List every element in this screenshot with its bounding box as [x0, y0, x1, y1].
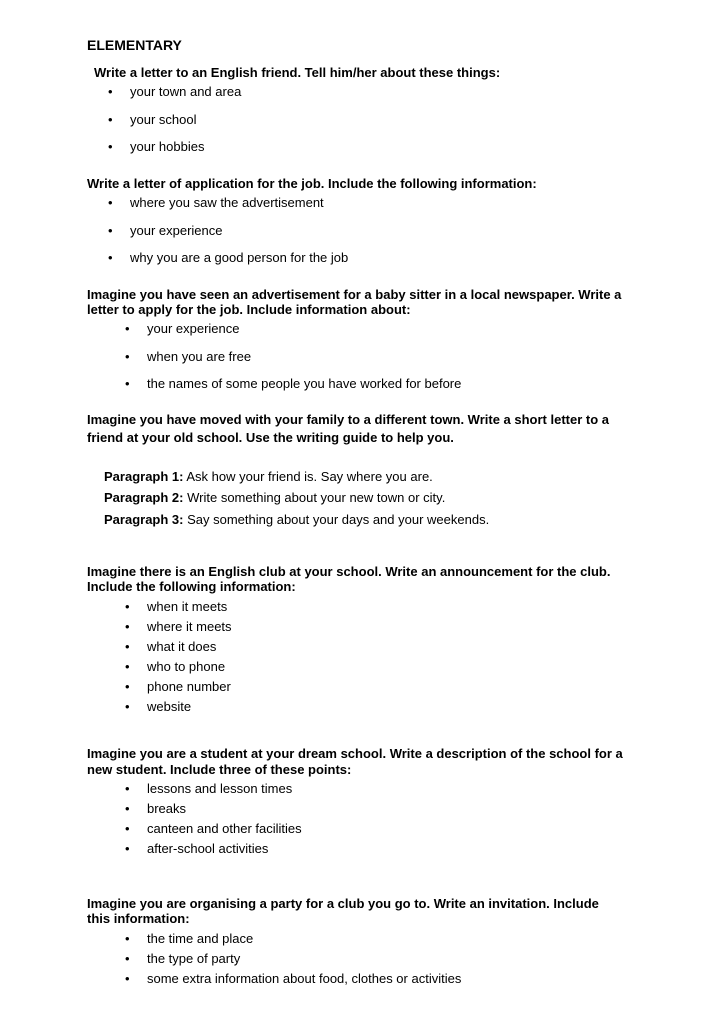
paragraph-text: Ask how your friend is. Say where you are. [186, 469, 433, 484]
list-item: • your school [130, 112, 196, 127]
paragraph-label: Paragraph 1: [104, 469, 184, 484]
paragraph-guide [104, 490, 445, 505]
task6-prompt-line2: new student. Include three of these points: [87, 762, 352, 777]
list-item: • where you saw the advertisement [130, 195, 324, 210]
list-item: • website [147, 699, 191, 714]
task1-prompt: Write a letter to an English friend. Tell him/her about these things: [94, 65, 501, 80]
list-item: • your experience [147, 321, 240, 336]
list-item: • canteen and other facilities [147, 821, 302, 836]
paragraph-text: Say something about your days and your weekends. [187, 512, 490, 527]
task4-prompt-line2: friend at your old school. Use the writing guide to help you. [87, 430, 454, 445]
list-item: • lessons and lesson times [147, 781, 292, 796]
list-item: • the names of some people you have worked for before [147, 376, 461, 391]
list-item: • what it does [147, 639, 216, 654]
paragraph-text: Write something about your new town or city. [187, 490, 446, 505]
paragraph-label: Paragraph 2: [104, 490, 184, 505]
paragraph-guide [104, 512, 489, 527]
list-item: • some extra information about food, clothes or activities [147, 971, 461, 986]
task5-prompt-line1: Imagine there is an English club at your school. Write an announcement for the club. [87, 564, 611, 579]
list-item: • your town and area [130, 84, 241, 99]
page-title: ELEMENTARY [87, 37, 182, 53]
list-item: • phone number [147, 679, 231, 694]
task3-prompt-line2: letter to apply for the job. Include information about: [87, 302, 411, 317]
task3-prompt-line1: Imagine you have seen an advertisement for a baby sitter in a local newspaper. Write a [87, 287, 622, 302]
task7-prompt-line1: Imagine you are organising a party for a club you go to. Write an invitation. Include [87, 896, 599, 911]
list-item: • where it meets [147, 619, 232, 634]
paragraph-label: Paragraph 3: [104, 512, 184, 527]
list-item: • when you are free [147, 349, 251, 364]
task7-prompt-line2: this information: [87, 911, 190, 926]
list-item: • the type of party [147, 951, 240, 966]
list-item: • your experience [130, 223, 223, 238]
list-item: • after-school activities [147, 841, 268, 856]
list-item: • why you are a good person for the job [130, 250, 348, 265]
task6-prompt-line1: Imagine you are a student at your dream school. Write a description of the school for a [87, 746, 623, 761]
list-item: • the time and place [147, 931, 253, 946]
list-item: • your hobbies [130, 139, 204, 154]
list-item: • breaks [147, 801, 186, 816]
list-item: • who to phone [147, 659, 225, 674]
paragraph-guide [104, 469, 433, 484]
list-item: • when it meets [147, 599, 227, 614]
task4-prompt-line1: Imagine you have moved with your family to a different town. Write a short letter to a [87, 412, 610, 427]
task2-prompt: Write a letter of application for the job. Include the following information: [87, 176, 537, 191]
task5-prompt-line2: Include the following information: [87, 579, 296, 594]
